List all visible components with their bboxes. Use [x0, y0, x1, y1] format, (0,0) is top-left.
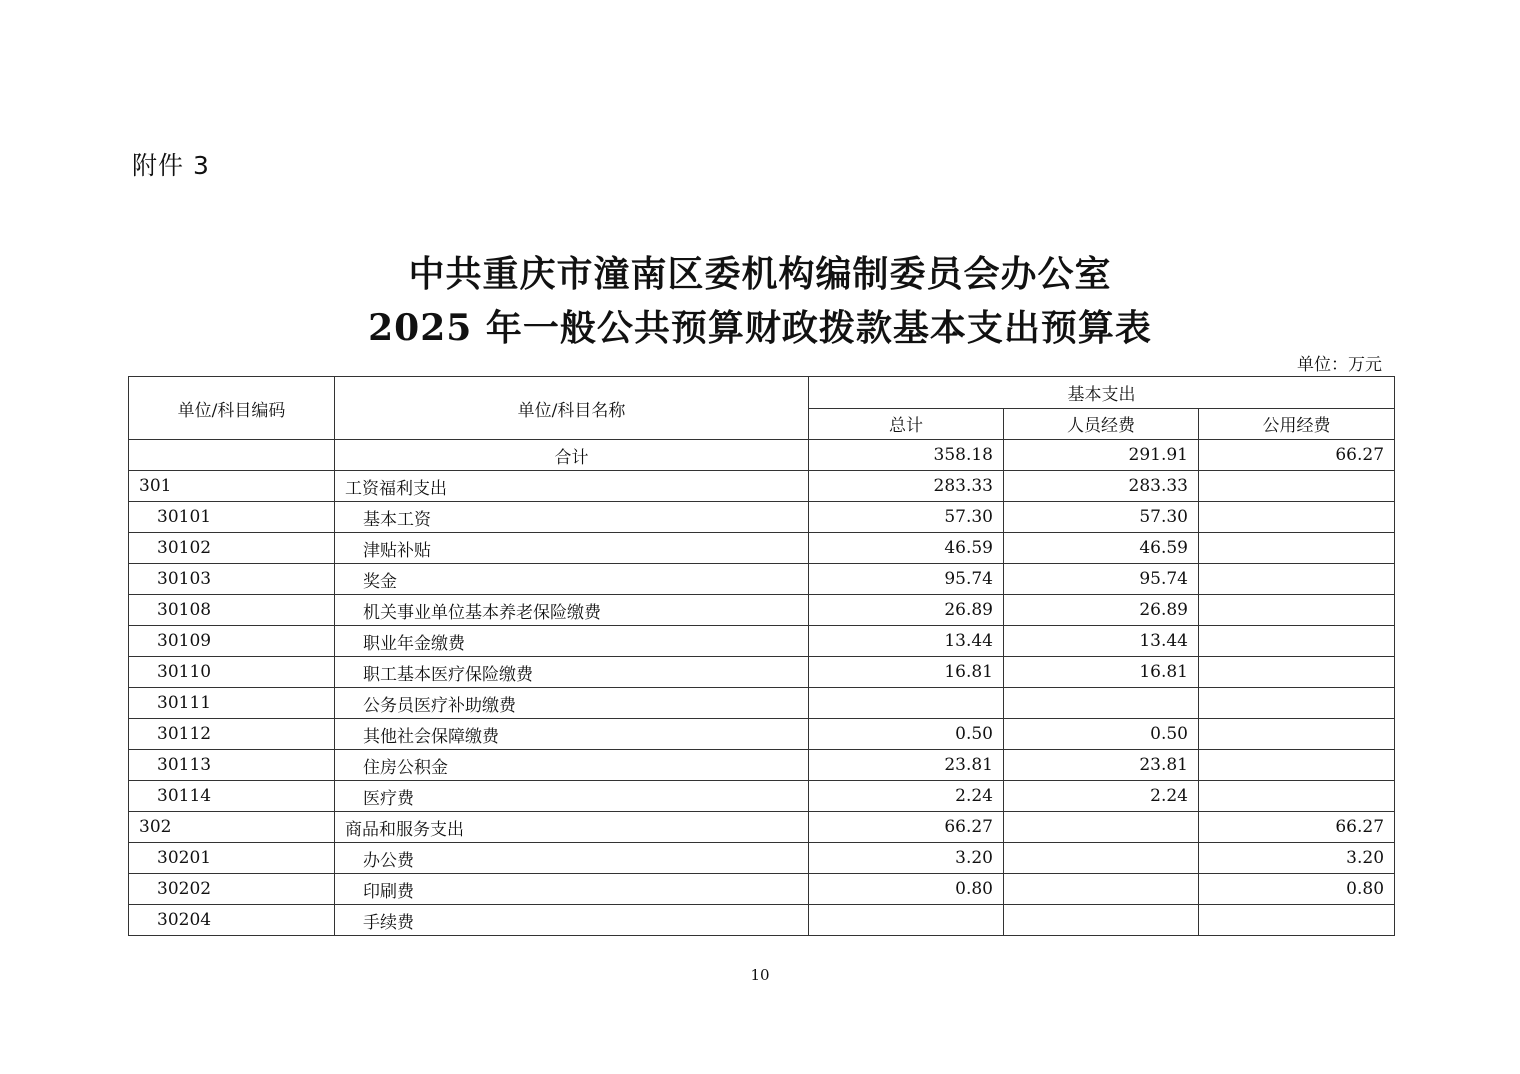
cell-total: 2.24 [809, 781, 1004, 812]
table-row [129, 595, 1395, 626]
cell-name: 办公费 [335, 843, 809, 874]
cell-personnel: 13.44 [1004, 626, 1199, 657]
cell-personnel: 2.24 [1004, 781, 1199, 812]
cell-name: 公务员医疗补助缴费 [335, 688, 809, 719]
cell-total: 23.81 [809, 750, 1004, 781]
budget-table [128, 376, 1395, 936]
table-row [129, 905, 1395, 936]
document-title-line2: 2025 年一般公共预算财政拨款基本支出预算表 [368, 307, 1152, 349]
cell-personnel: 16.81 [1004, 657, 1199, 688]
table-row [129, 564, 1395, 595]
cell-public [1199, 657, 1395, 688]
unit-label: 单位：万元 [1297, 355, 1382, 375]
cell-name: 职工基本医疗保险缴费 [335, 657, 809, 688]
cell-public [1199, 595, 1395, 626]
cell-public [1199, 719, 1395, 750]
cell-code: 30202 [129, 874, 335, 905]
cell-total: 57.30 [809, 502, 1004, 533]
cell-code: 30110 [129, 657, 335, 688]
cell-personnel [1004, 905, 1199, 936]
table-row [129, 750, 1395, 781]
cell-code: 30103 [129, 564, 335, 595]
cell-code: 30201 [129, 843, 335, 874]
cell-code: 30101 [129, 502, 335, 533]
cell-total: 13.44 [809, 626, 1004, 657]
cell-code: 30111 [129, 688, 335, 719]
cell-total: 95.74 [809, 564, 1004, 595]
cell-name: 机关事业单位基本养老保险缴费 [335, 595, 809, 626]
cell-code: 30204 [129, 905, 335, 936]
cell-personnel: 283.33 [1004, 471, 1199, 502]
cell-personnel [1004, 874, 1199, 905]
cell-public [1199, 564, 1395, 595]
cell-personnel: 26.89 [1004, 595, 1199, 626]
cell-public [1199, 471, 1395, 502]
cell-total: 3.20 [809, 843, 1004, 874]
cell-name: 商品和服务支出 [335, 812, 809, 843]
cell-personnel [1004, 812, 1199, 843]
cell-public [1199, 905, 1395, 936]
header-total: 总计 [809, 408, 1004, 440]
table-row [129, 874, 1395, 905]
cell-total: 16.81 [809, 657, 1004, 688]
attachment-label: 附件 3 [132, 151, 210, 180]
table-row [129, 843, 1395, 874]
cell-public: 3.20 [1199, 843, 1395, 874]
cell-total: 66.27 [809, 812, 1004, 843]
header-personnel: 人员经费 [1004, 408, 1199, 440]
cell-public [1199, 781, 1395, 812]
table-row [129, 533, 1395, 564]
cell-personnel: 46.59 [1004, 533, 1199, 564]
cell-name: 基本工资 [335, 502, 809, 533]
cell-total: 283.33 [809, 471, 1004, 502]
cell-personnel [1004, 688, 1199, 719]
cell-total [809, 905, 1004, 936]
table-row [129, 812, 1395, 843]
cell-name: 职业年金缴费 [335, 626, 809, 657]
document-title-line1: 中共重庆市潼南区委机构编制委员会办公室 [408, 253, 1112, 295]
table-row [129, 781, 1395, 812]
cell-total: 358.18 [809, 440, 1004, 471]
cell-name: 手续费 [335, 905, 809, 936]
cell-code: 30102 [129, 533, 335, 564]
cell-code: 30109 [129, 626, 335, 657]
table-row [129, 626, 1395, 657]
table-row [129, 502, 1395, 533]
table-body [129, 440, 1395, 936]
header-name: 单位/科目名称 [335, 377, 809, 440]
table-row [129, 440, 1395, 471]
cell-total: 0.80 [809, 874, 1004, 905]
header-basic-expenditure: 基本支出 [809, 377, 1395, 409]
cell-name: 住房公积金 [335, 750, 809, 781]
table-row [129, 471, 1395, 502]
cell-code: 301 [129, 471, 335, 502]
table-row [129, 657, 1395, 688]
cell-code: 30114 [129, 781, 335, 812]
cell-public [1199, 533, 1395, 564]
cell-total: 26.89 [809, 595, 1004, 626]
cell-personnel: 23.81 [1004, 750, 1199, 781]
cell-personnel: 291.91 [1004, 440, 1199, 471]
cell-public: 0.80 [1199, 874, 1395, 905]
cell-name: 其他社会保障缴费 [335, 719, 809, 750]
page-number: 10 [750, 966, 770, 984]
cell-public [1199, 502, 1395, 533]
cell-public [1199, 688, 1395, 719]
cell-total: 0.50 [809, 719, 1004, 750]
cell-total: 46.59 [809, 533, 1004, 564]
cell-name: 医疗费 [335, 781, 809, 812]
cell-public: 66.27 [1199, 812, 1395, 843]
cell-code: 30112 [129, 719, 335, 750]
cell-total [809, 688, 1004, 719]
cell-code [129, 440, 335, 471]
cell-name: 津贴补贴 [335, 533, 809, 564]
table-row [129, 688, 1395, 719]
header-public: 公用经费 [1199, 408, 1395, 440]
cell-name: 工资福利支出 [335, 471, 809, 502]
cell-code: 30113 [129, 750, 335, 781]
header-code: 单位/科目编码 [129, 377, 335, 440]
cell-personnel: 0.50 [1004, 719, 1199, 750]
cell-personnel: 57.30 [1004, 502, 1199, 533]
cell-public [1199, 626, 1395, 657]
cell-code: 30108 [129, 595, 335, 626]
cell-personnel: 95.74 [1004, 564, 1199, 595]
cell-public: 66.27 [1199, 440, 1395, 471]
cell-name: 奖金 [335, 564, 809, 595]
cell-name: 印刷费 [335, 874, 809, 905]
cell-public [1199, 750, 1395, 781]
cell-code: 302 [129, 812, 335, 843]
cell-personnel [1004, 843, 1199, 874]
cell-name: 合计 [335, 440, 809, 471]
table-row [129, 719, 1395, 750]
